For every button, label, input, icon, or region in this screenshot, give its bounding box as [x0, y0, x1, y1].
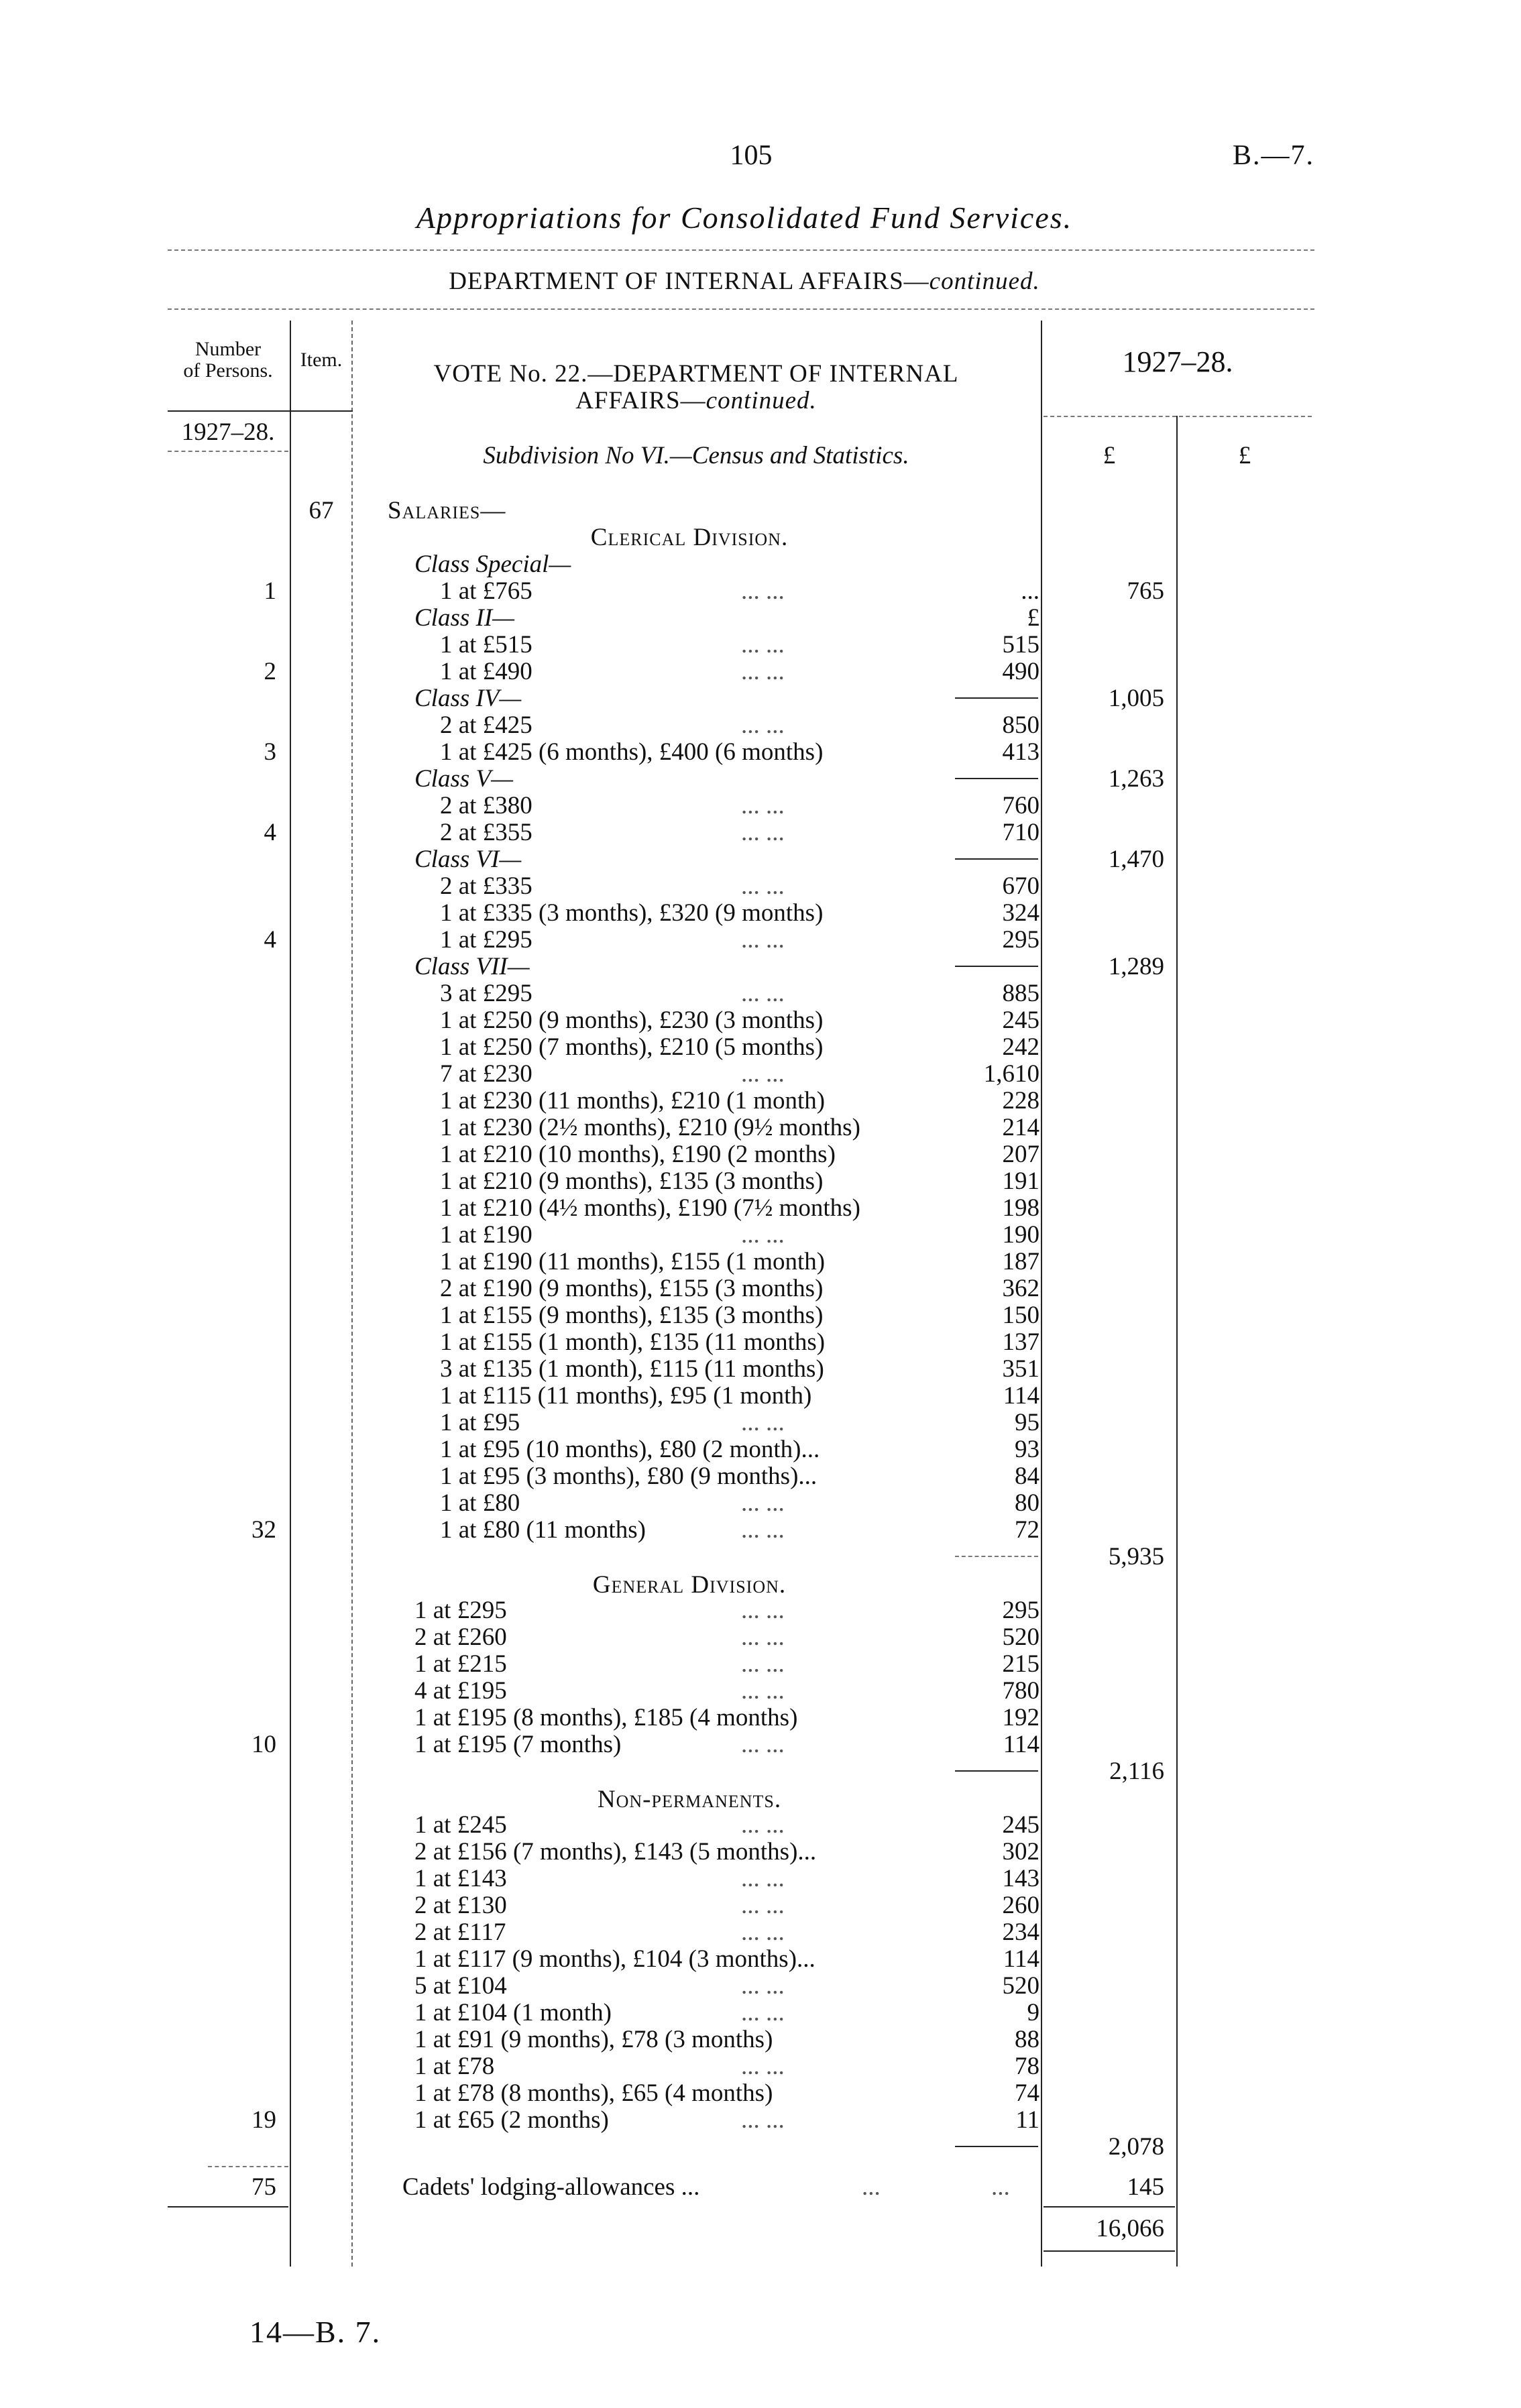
item-column-divider	[351, 321, 353, 2267]
line-amount: 234	[1002, 1918, 1039, 1946]
subtotal-amount: 1,263	[1108, 765, 1164, 793]
line-amount: 362	[1002, 1275, 1039, 1302]
subtotal-rule-class7	[955, 1556, 1038, 1557]
leader-dots: ... ...	[741, 2106, 785, 2134]
line-amount: 351	[1002, 1355, 1039, 1383]
leader-dots: ... ...	[741, 577, 785, 605]
document-reference: B.—7.	[1233, 140, 1315, 171]
year-header-rule	[1044, 416, 1312, 417]
item-number: 67	[308, 497, 334, 524]
leader-dots: ... ...	[741, 1892, 785, 1919]
line-amount: 302	[1002, 1838, 1039, 1866]
line-amount: 207	[1002, 1141, 1039, 1168]
salary-line: 1 at £143	[414, 1865, 507, 1892]
salary-line: 5 at £104	[414, 1972, 507, 2000]
subtotal-rule-class5	[955, 858, 1038, 860]
persons-column-divider	[290, 321, 291, 2267]
cadets-label: Cadets' lodging-allowances ...	[402, 2173, 700, 2201]
line-amount: 490	[1002, 658, 1039, 685]
line-amount: 88	[1015, 2026, 1039, 2053]
line-amount: 78	[1015, 2053, 1039, 2080]
line-amount: £	[1027, 604, 1039, 632]
salary-line: 1 at £210 (4½ months), £190 (7½ months)	[440, 1194, 860, 1222]
salary-line: 1 at £250 (7 months), £210 (5 months)	[440, 1033, 824, 1061]
line-amount: 228	[1002, 1087, 1039, 1114]
non-permanents-total: 2,078	[1108, 2133, 1164, 2161]
salary-line: 1 at £195 (8 months), £185 (4 months)	[414, 1704, 798, 1731]
vote-title-line2	[354, 388, 1038, 414]
leader-dots: ... ...	[741, 1650, 785, 1678]
persons-header-rule	[168, 410, 353, 412]
line-amount: 114	[1003, 1945, 1039, 1973]
salary-line: 1 at £95 (10 months), £80 (2 month)...	[440, 1436, 820, 1463]
persons-total: 75	[251, 2173, 276, 2201]
salary-line: 1 at £295	[414, 1597, 507, 1624]
year-header: 1927–28.	[1122, 345, 1233, 378]
persons-total-rule	[208, 2166, 288, 2167]
leader-dots: ... ...	[741, 1811, 785, 1839]
persons-count: 10	[251, 1731, 276, 1758]
page-number: 105	[730, 140, 773, 171]
salary-line: 1 at £230 (2½ months), £210 (9½ months)	[440, 1114, 860, 1141]
leader-dots: ... ...	[741, 1409, 785, 1436]
line-amount: 11	[1015, 2106, 1039, 2134]
line-amount: 93	[1015, 1436, 1039, 1463]
non-permanents-heading: Non-permanents.	[597, 1786, 782, 1813]
amount-column-divider	[1041, 321, 1042, 2267]
subtotal-amount: 1,289	[1108, 953, 1164, 980]
salary-line: 1 at £190 (11 months), £155 (1 month)	[440, 1248, 826, 1275]
salary-line: 1 at £80	[440, 1489, 520, 1517]
line-amount: 515	[1002, 631, 1039, 658]
salary-line: 1 at £765	[440, 577, 532, 605]
line-amount: 413	[1002, 738, 1039, 766]
salary-line: 2 at £156 (7 months), £143 (5 months)...	[414, 1838, 817, 1866]
salary-line: 1 at £78	[414, 2053, 495, 2080]
line-amount: 114	[1003, 1731, 1039, 1758]
leader-dots: ... ...	[741, 2053, 785, 2080]
subtotal-rule-class6	[955, 966, 1038, 967]
salary-line: 1 at £78 (8 months), £65 (4 months)	[414, 2079, 773, 2107]
line-amount: 1,610	[983, 1060, 1039, 1088]
leader-dots: ... ...	[741, 1918, 785, 1946]
salary-line: 1 at £155 (9 months), £135 (3 months)	[440, 1302, 824, 1329]
salary-line: 2 at £380	[440, 792, 532, 819]
leader-dots: ... ...	[741, 1516, 785, 1544]
pound-sign-1: £	[1103, 442, 1116, 469]
salaries-heading: Salaries—	[388, 497, 506, 524]
salary-line: 1 at £104 (1 month)	[414, 1999, 612, 2026]
persons-count: 4	[264, 819, 276, 846]
vote-title-continued: continued.	[706, 387, 817, 414]
line-amount: 520	[1002, 1623, 1039, 1651]
line-amount: 245	[1002, 1007, 1039, 1034]
line-amount: 885	[1002, 980, 1039, 1007]
subtotal-rule-class4	[955, 778, 1038, 779]
line-amount: 74	[1015, 2079, 1039, 2107]
persons-header-line1: Number	[194, 338, 262, 360]
salary-line: 1 at £215	[414, 1650, 507, 1678]
salary-line: 1 at £250 (9 months), £230 (3 months)	[440, 1007, 824, 1034]
salary-line: 2 at £130	[414, 1892, 507, 1919]
salary-line: 1 at £95	[440, 1409, 520, 1436]
salary-line: 1 at £245	[414, 1811, 507, 1839]
line-amount: 187	[1002, 1248, 1039, 1275]
department-continued: continued.	[929, 268, 1040, 295]
salary-line: 1 at £117 (9 months), £104 (3 months)...	[414, 1945, 815, 1973]
line-amount: 215	[1002, 1650, 1039, 1678]
line-amount: 214	[1002, 1114, 1039, 1141]
class-heading: Class Special—	[414, 551, 571, 578]
leader-dots: ... ...	[741, 819, 785, 846]
leader-dots: ... ...	[741, 1221, 785, 1249]
line-amount: 260	[1002, 1892, 1039, 1919]
salary-line: 2 at £425	[440, 711, 532, 739]
leader-dots: ... ...	[741, 1623, 785, 1651]
line-amount: 520	[1002, 1972, 1039, 2000]
salary-line: 1 at £230 (11 months), £210 (1 month)	[440, 1087, 826, 1114]
salary-line: 2 at £190 (9 months), £155 (3 months)	[440, 1275, 824, 1302]
vote-title-line1: VOTE No. 22.—DEPARTMENT OF INTERNAL	[433, 360, 959, 388]
subtotal-rule-nonperm	[955, 2146, 1038, 2147]
persons-count: 3	[264, 738, 276, 766]
salary-line: 1 at £80 (11 months)	[440, 1516, 646, 1544]
line-amount: 143	[1002, 1865, 1039, 1892]
line-amount: 114	[1003, 1382, 1039, 1410]
salary-line: 3 at £295	[440, 980, 532, 1007]
line-amount: 190	[1002, 1221, 1039, 1249]
subtotal-column-divider	[1176, 416, 1178, 2267]
subtotal-rule-general	[955, 1770, 1038, 1772]
line-amount: 192	[1002, 1704, 1039, 1731]
class-heading: Class V—	[414, 765, 514, 793]
salary-line: 1 at £115 (11 months), £95 (1 month)	[440, 1382, 812, 1410]
line-amount: 670	[1002, 872, 1039, 900]
class-heading: Class VII—	[414, 953, 530, 980]
line-amount: 72	[1015, 1516, 1039, 1544]
persons-year-rule	[168, 451, 288, 452]
cadets-dots: ...	[862, 2173, 881, 2201]
vote-title-main: AFFAIRS—	[575, 387, 706, 414]
line-amount: 137	[1002, 1328, 1039, 1356]
general-division-heading: General Division.	[592, 1571, 787, 1599]
line-amount: 242	[1002, 1033, 1039, 1061]
item-header: Item.	[300, 349, 343, 371]
salary-line: 1 at £425 (6 months), £400 (6 months)	[440, 738, 824, 766]
subtotal-amount: 1,470	[1108, 846, 1164, 873]
salary-line: 2 at £335	[440, 872, 532, 900]
salary-line: 3 at £135 (1 month), £115 (11 months)	[440, 1355, 824, 1383]
subtotal-amount: 1,005	[1108, 685, 1164, 712]
subtotal-amount: 2,116	[1109, 1758, 1164, 1785]
leader-dots: ... ...	[741, 980, 785, 1007]
leader-dots: ... ...	[741, 792, 785, 819]
salary-line: 1 at £195 (7 months)	[414, 1731, 622, 1758]
line-amount: 9	[1027, 1999, 1039, 2026]
salary-line: 1 at £515	[440, 631, 532, 658]
line-amount: 760	[1002, 792, 1039, 819]
leader-dots: ... ...	[741, 631, 785, 658]
line-amount: 150	[1002, 1302, 1039, 1329]
leader-dots: ... ...	[741, 1597, 785, 1624]
line-amount: 324	[1002, 899, 1039, 927]
cadets-dots-end: ...	[991, 2173, 1010, 2201]
salary-line: 1 at £91 (9 months), £78 (3 months)	[414, 2026, 773, 2053]
line-amount: 295	[1002, 1597, 1039, 1624]
subdivision-heading: Subdivision No VI.—Census and Statistics.	[483, 442, 909, 469]
leader-dots: ... ...	[741, 1677, 785, 1705]
salary-line: 1 at £295	[440, 926, 532, 954]
leader-dots: ... ...	[741, 1865, 785, 1892]
department-rule	[168, 308, 1314, 310]
line-amount: 80	[1015, 1489, 1039, 1517]
persons-bottom-rule	[168, 2206, 288, 2208]
persons-count: 19	[251, 2106, 276, 2134]
department-name: DEPARTMENT OF INTERNAL AFFAIRS—	[449, 268, 929, 295]
grand-total-bottom-rule	[1044, 2250, 1175, 2252]
line-amount: 95	[1015, 1409, 1039, 1436]
signature-mark: 14—B. 7.	[249, 2315, 382, 2349]
leader-dots: ... ...	[741, 926, 785, 954]
salary-line: 2 at £117	[414, 1918, 506, 1946]
persons-header	[168, 339, 288, 382]
salary-line: 1 at £95 (3 months), £80 (9 months)...	[440, 1463, 818, 1490]
line-amount: 295	[1002, 926, 1039, 954]
department-heading	[335, 268, 1153, 295]
leader-dots: ... ...	[741, 1060, 785, 1088]
class-heading: Class II—	[414, 604, 515, 632]
line-amount: 198	[1002, 1194, 1039, 1222]
leader-dots: ... ...	[741, 658, 785, 685]
line-amount: 191	[1002, 1167, 1039, 1195]
salary-line: 1 at £65 (2 months)	[414, 2106, 609, 2134]
salary-line: 2 at £260	[414, 1623, 507, 1651]
line-amount: 780	[1002, 1677, 1039, 1705]
line-amount: 710	[1002, 819, 1039, 846]
salary-line: 4 at £195	[414, 1677, 507, 1705]
persons-count: 1	[264, 577, 276, 605]
persons-count: 4	[264, 926, 276, 954]
cadets-amount: 145	[1127, 2173, 1164, 2201]
subtotal-amount: 5,935	[1108, 1543, 1164, 1570]
salary-line: 1 at £155 (1 month), £135 (11 months)	[440, 1328, 826, 1356]
grand-total-top-rule	[1044, 2206, 1175, 2208]
salary-line: 1 at £335 (3 months), £320 (9 months)	[440, 899, 824, 927]
page-title: Appropriations for Consolidated Fund Services.	[416, 200, 1073, 235]
salary-line: 1 at £210 (10 months), £190 (2 months)	[440, 1141, 836, 1168]
line-amount: ...	[1021, 577, 1039, 605]
line-amount: 84	[1015, 1463, 1039, 1490]
salary-line: 7 at £230	[440, 1060, 532, 1088]
clerical-division-heading: Clerical Division.	[590, 524, 789, 551]
salary-line: 2 at £355	[440, 819, 532, 846]
leader-dots: ... ...	[741, 711, 785, 739]
grand-total: 16,066	[1096, 2215, 1164, 2242]
subtotal-rule-class2	[955, 697, 1038, 699]
leader-dots: ... ...	[741, 1731, 785, 1758]
leader-dots: ... ...	[741, 1489, 785, 1517]
pound-sign-2: £	[1238, 442, 1251, 469]
class-heading: Class VI—	[414, 846, 522, 873]
class-heading: Class IV—	[414, 685, 522, 712]
persons-count: 32	[251, 1516, 276, 1544]
persons-header-line2: of Persons.	[183, 359, 273, 382]
persons-year: 1927–28.	[181, 418, 275, 446]
line-amount: 850	[1002, 711, 1039, 739]
salary-line: 1 at £210 (9 months), £135 (3 months)	[440, 1167, 824, 1195]
line-amount: 245	[1002, 1811, 1039, 1839]
leader-dots: ... ...	[741, 872, 785, 900]
salary-line: 1 at £190	[440, 1221, 532, 1249]
leader-dots: ... ...	[741, 1972, 785, 2000]
title-rule	[168, 249, 1314, 251]
salary-line: 1 at £490	[440, 658, 532, 685]
leader-dots: ... ...	[741, 1999, 785, 2026]
subtotal-amount: 765	[1127, 577, 1164, 605]
persons-count: 2	[264, 658, 276, 685]
